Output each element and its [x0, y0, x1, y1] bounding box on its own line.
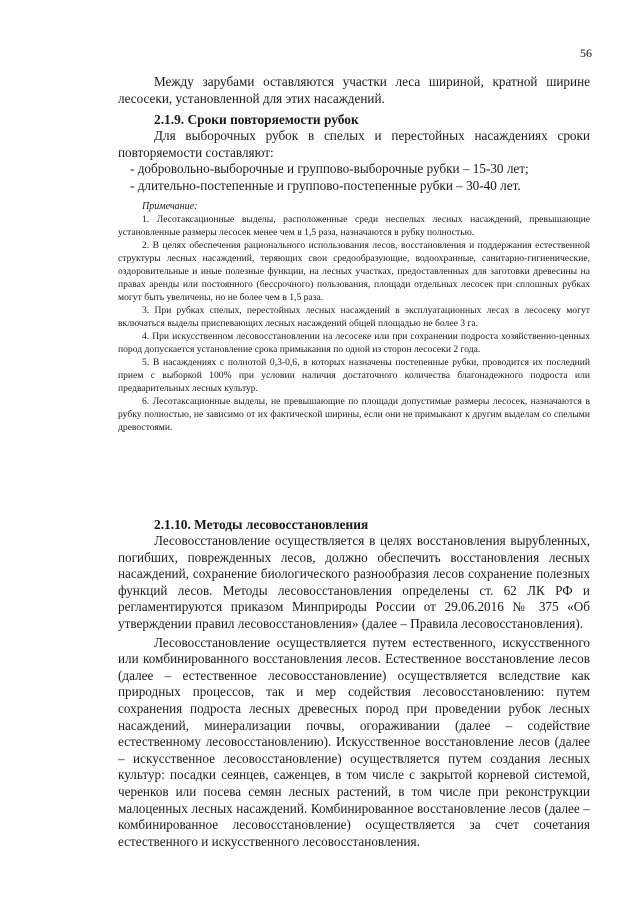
intro-paragraph: Между зарубами оставляются участки леса шириной, кратной ширине лесосеки, установленной для этих насаждений.	[118, 74, 590, 106]
body-paragraph: Лесовосстановление осуществляется в целях восстановления вырубленных, погибших, поврежденных лесов, должно обеспечить восстановления лесных насаждений, сохранение биологического разнообразия лесов сохранение полезных функций лесов. Методы лесовосстановления определены ст. 62 ЛК РФ и регламентируются приказом Минприроды России от 29.06.2016 № 375 «Об утверждении правил лесовосстановления» (далее – Правила лесовосстановления).	[118, 533, 590, 631]
section-heading: 2.1.9. Сроки повторяемости рубок	[154, 112, 359, 127]
note-item: 1. Лесотаксационные выделы, расположенные среди неспелых лесных насаждений, превышающие установленные размеры лесосек менее чем в 1,5 раза, назначаются в рубку полностью.	[118, 214, 590, 239]
list-item: - длительно-постепенные и группово-постепенные рубки – 30-40 лет.	[130, 177, 521, 193]
section-2-1-10	[118, 516, 590, 850]
note-label: Примечание:	[142, 201, 198, 213]
note-item: 5. В насаждениях с полнотой 0,3-0,6, в которых назначены постепенные рубки, проводится их последний прием с выборкой 100% при условии наличия достаточного количества благонадежного подроста или предварительных лесных культур.	[118, 357, 590, 395]
section-intro: Для выборочных рубок в спелых и перестойных насаждениях сроки повторяемости составляют:	[118, 128, 590, 160]
body-paragraph: Лесовосстановление осуществляется путем естественного, искусственного или комбинированного восстановления лесов. Естественное восстановление лесов (далее – естественное лесовосстановление) осуществляется вследствие как природных процессов, так и мер содействия лесовосстановлению: путем сохранения подроста лесных древесных пород при проведении рубок лесных насаждений, минерализации почвы, огораживании (далее – содействие естественному лесовосстановлению). Искусственное восстановление лесов (далее – искусственное лесовосстановление) осуществляется путем создания лесных культур: посадки сеянцев, саженцев, в том числе с закрытой корневой системой, черенков или посева семян лесных растений, в том числе при реконструкции малоценных лесных насаждений. Комбинированное восстановление лесов (далее – комбинированное лесовосстановление) осуществляется за счет сочетания естественного и искусственного лесовосстановления.	[118, 634, 590, 849]
note-item: 4. При искусственном лесовосстановлении на лесосеке или при сохранении подроста хозяйственно-ценных пород допускается установление срока примыкания по одной из сторон лесосеки 2 года.	[118, 331, 590, 356]
section-2-1-9	[118, 111, 590, 434]
page-body	[118, 74, 590, 107]
note-item: 3. При рубках спелых, перестойных лесных насаждений в эксплуатационных лесах в лесосеку могут включаться выделы приспевающих лесных насаждений общей площадью не более 3 га.	[118, 305, 590, 330]
list-item: - добровольно-выборочные и группово-выборочные рубки – 15-30 лет;	[130, 161, 529, 177]
page-number: 56	[580, 46, 592, 60]
section-heading: 2.1.10. Методы лесовосстановления	[154, 517, 369, 532]
note-item: 6. Лесотаксационные выделы, не превышающие по площади допустимые размеры лесосек, назначаются в рубку полностью, не зависимо от их фактической ширины, если они не примыкают к другим выделам со спелыми древостоями.	[118, 396, 590, 434]
note-item: 2. В целях обеспечения рационального использования лесов, восстановления и поддержания естественной структуры лесных насаждений, теряющих свои средообразующие, водоохранные, санитарно-гигиенические, оздоровительные и иные полезные функции, на лесных участках, предоставленных для заготовки древесины на правах аренды или постоянного (бессрочного) пользования, площади отдельных лесосек при сплошных рубках могут быть увеличены, но не более чем в 1,5 раза.	[118, 240, 590, 304]
